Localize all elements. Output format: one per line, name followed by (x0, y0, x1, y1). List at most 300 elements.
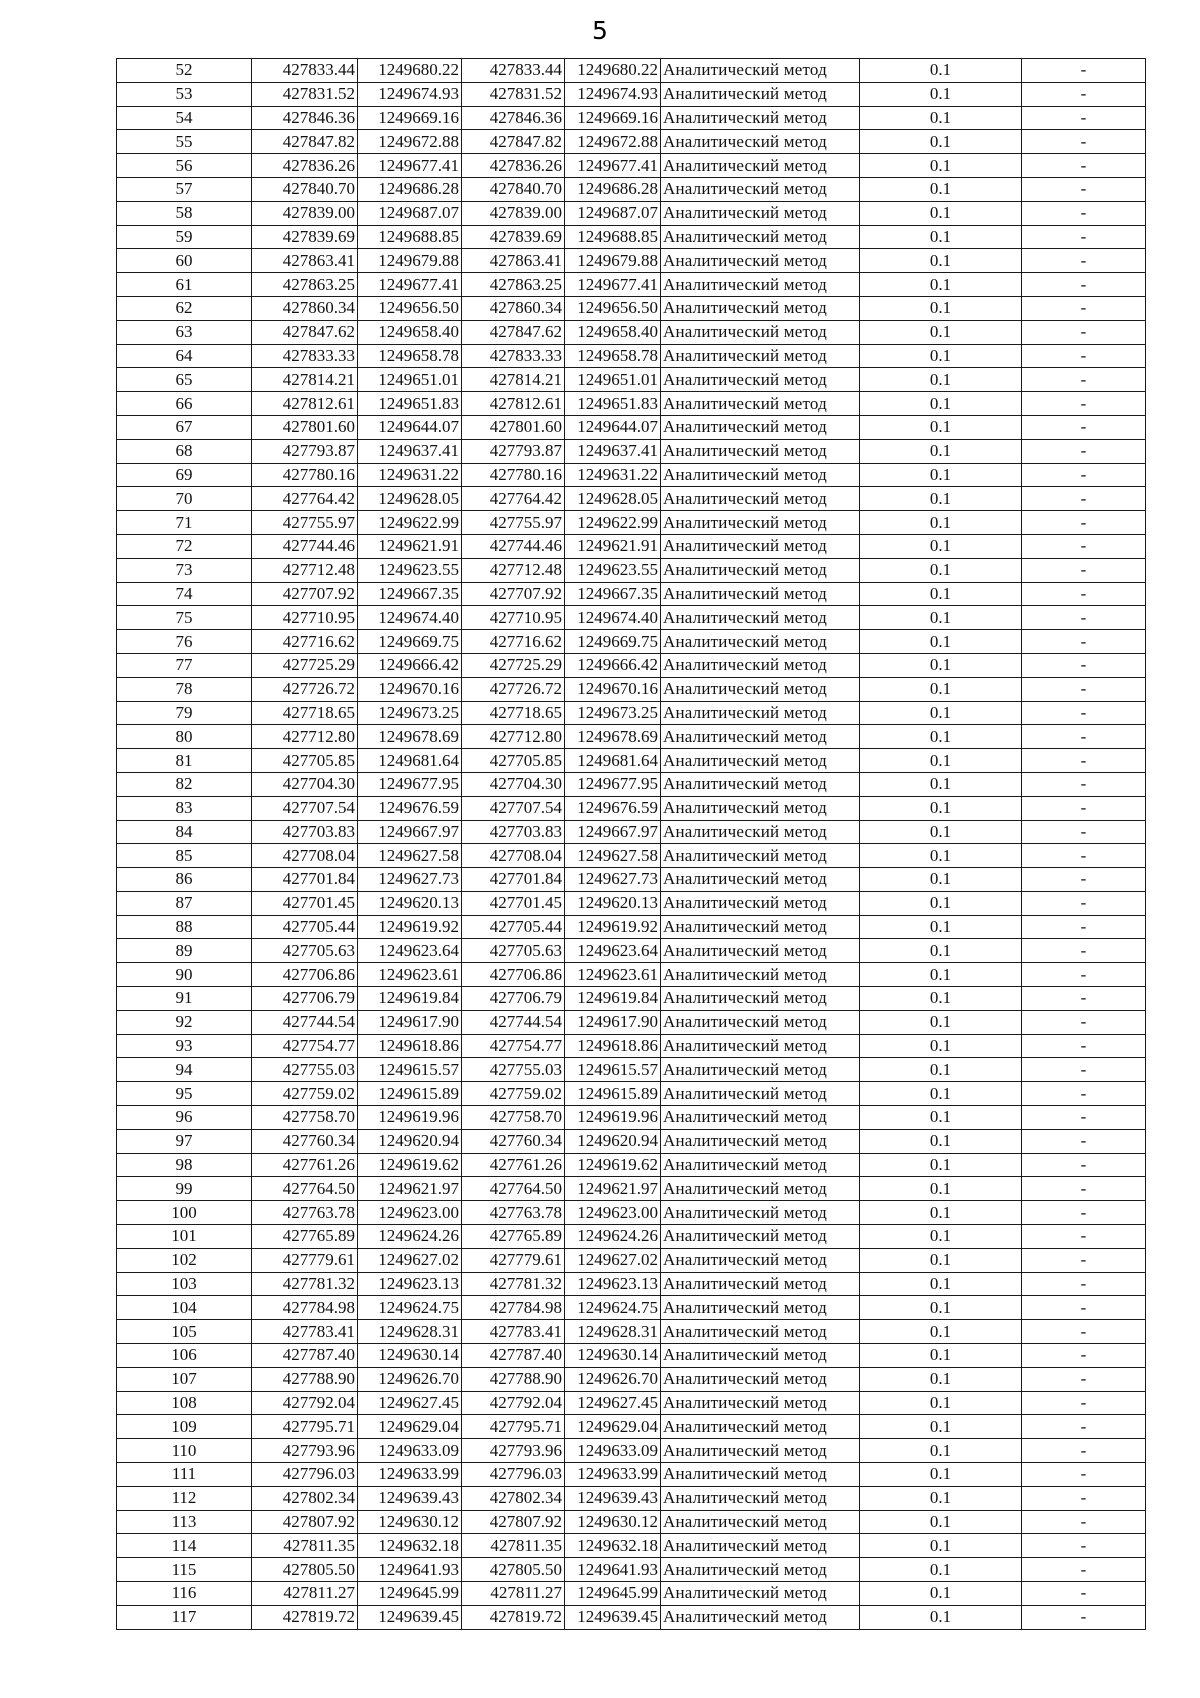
point-number-cell: 87 (117, 891, 252, 915)
table-row (117, 154, 1146, 178)
table-row (117, 296, 1146, 320)
method-cell: Аналитический метод (661, 130, 860, 154)
y-existing-cell: 1249630.12 (358, 1510, 462, 1534)
y-new-cell: 1249676.59 (565, 796, 661, 820)
point-number-cell: 116 (117, 1582, 252, 1606)
note-cell: - (1022, 1296, 1146, 1320)
method-cell: Аналитический метод (661, 249, 860, 273)
x-new-cell: 427811.35 (462, 1534, 565, 1558)
x-existing-cell: 427781.32 (252, 1272, 358, 1296)
point-number-cell: 53 (117, 82, 252, 106)
x-new-cell: 427781.32 (462, 1272, 565, 1296)
accuracy-cell: 0.1 (860, 915, 1022, 939)
y-new-cell: 1249631.22 (565, 463, 661, 487)
method-cell: Аналитический метод (661, 273, 860, 297)
y-existing-cell: 1249666.42 (358, 653, 462, 677)
x-existing-cell: 427755.03 (252, 1058, 358, 1082)
accuracy-cell: 0.1 (860, 320, 1022, 344)
y-new-cell: 1249627.45 (565, 1391, 661, 1415)
method-cell: Аналитический метод (661, 1439, 860, 1463)
x-existing-cell: 427783.41 (252, 1320, 358, 1344)
x-existing-cell: 427706.86 (252, 963, 358, 987)
table-row (117, 225, 1146, 249)
table-row (117, 558, 1146, 582)
table-row (117, 392, 1146, 416)
x-new-cell: 427847.82 (462, 130, 565, 154)
x-existing-cell: 427744.46 (252, 534, 358, 558)
y-new-cell: 1249686.28 (565, 177, 661, 201)
point-number-cell: 81 (117, 749, 252, 773)
note-cell: - (1022, 1106, 1146, 1130)
x-new-cell: 427710.95 (462, 606, 565, 630)
note-cell: - (1022, 1605, 1146, 1629)
y-new-cell: 1249669.16 (565, 106, 661, 130)
table-row (117, 606, 1146, 630)
x-new-cell: 427784.98 (462, 1296, 565, 1320)
y-new-cell: 1249617.90 (565, 1010, 661, 1034)
point-number-cell: 102 (117, 1248, 252, 1272)
point-number-cell: 59 (117, 225, 252, 249)
x-existing-cell: 427755.97 (252, 511, 358, 535)
table-row (117, 772, 1146, 796)
note-cell: - (1022, 344, 1146, 368)
x-new-cell: 427793.87 (462, 439, 565, 463)
y-new-cell: 1249629.04 (565, 1415, 661, 1439)
y-existing-cell: 1249677.41 (358, 154, 462, 178)
table-row (117, 1582, 1146, 1606)
x-existing-cell: 427703.83 (252, 820, 358, 844)
table-row (117, 130, 1146, 154)
y-new-cell: 1249623.13 (565, 1272, 661, 1296)
x-existing-cell: 427708.04 (252, 844, 358, 868)
note-cell: - (1022, 844, 1146, 868)
table-row (117, 82, 1146, 106)
y-existing-cell: 1249632.18 (358, 1534, 462, 1558)
y-existing-cell: 1249623.00 (358, 1201, 462, 1225)
x-existing-cell: 427758.70 (252, 1106, 358, 1130)
note-cell: - (1022, 439, 1146, 463)
x-existing-cell: 427765.89 (252, 1225, 358, 1249)
accuracy-cell: 0.1 (860, 653, 1022, 677)
x-new-cell: 427801.60 (462, 415, 565, 439)
table-row (117, 249, 1146, 273)
note-cell: - (1022, 820, 1146, 844)
method-cell: Аналитический метод (661, 1391, 860, 1415)
y-existing-cell: 1249637.41 (358, 439, 462, 463)
note-cell: - (1022, 249, 1146, 273)
x-existing-cell: 427811.27 (252, 1582, 358, 1606)
x-existing-cell: 427787.40 (252, 1344, 358, 1368)
y-new-cell: 1249667.35 (565, 582, 661, 606)
x-existing-cell: 427705.63 (252, 939, 358, 963)
x-existing-cell: 427839.00 (252, 201, 358, 225)
table-row (117, 439, 1146, 463)
table-row (117, 1486, 1146, 1510)
note-cell: - (1022, 225, 1146, 249)
page-number: 5 (592, 16, 608, 45)
accuracy-cell: 0.1 (860, 1225, 1022, 1249)
note-cell: - (1022, 320, 1146, 344)
x-existing-cell: 427761.26 (252, 1153, 358, 1177)
x-existing-cell: 427763.78 (252, 1201, 358, 1225)
method-cell: Аналитический метод (661, 106, 860, 130)
table-row (117, 582, 1146, 606)
table-row (117, 820, 1146, 844)
note-cell: - (1022, 1486, 1146, 1510)
y-new-cell: 1249677.95 (565, 772, 661, 796)
note-cell: - (1022, 368, 1146, 392)
x-new-cell: 427802.34 (462, 1486, 565, 1510)
table-row (117, 1605, 1146, 1629)
table-row (117, 725, 1146, 749)
x-new-cell: 427761.26 (462, 1153, 565, 1177)
note-cell: - (1022, 1201, 1146, 1225)
note-cell: - (1022, 1082, 1146, 1106)
x-existing-cell: 427705.44 (252, 915, 358, 939)
x-new-cell: 427712.48 (462, 558, 565, 582)
accuracy-cell: 0.1 (860, 1129, 1022, 1153)
accuracy-cell: 0.1 (860, 130, 1022, 154)
x-existing-cell: 427754.77 (252, 1034, 358, 1058)
y-new-cell: 1249623.64 (565, 939, 661, 963)
y-new-cell: 1249678.69 (565, 725, 661, 749)
y-existing-cell: 1249681.64 (358, 749, 462, 773)
point-number-cell: 98 (117, 1153, 252, 1177)
accuracy-cell: 0.1 (860, 249, 1022, 273)
x-existing-cell: 427793.96 (252, 1439, 358, 1463)
accuracy-cell: 0.1 (860, 82, 1022, 106)
point-number-cell: 114 (117, 1534, 252, 1558)
y-new-cell: 1249672.88 (565, 130, 661, 154)
method-cell: Аналитический метод (661, 320, 860, 344)
note-cell: - (1022, 1367, 1146, 1391)
accuracy-cell: 0.1 (860, 439, 1022, 463)
y-existing-cell: 1249688.85 (358, 225, 462, 249)
method-cell: Аналитический метод (661, 439, 860, 463)
x-new-cell: 427787.40 (462, 1344, 565, 1368)
point-number-cell: 113 (117, 1510, 252, 1534)
x-existing-cell: 427792.04 (252, 1391, 358, 1415)
accuracy-cell: 0.1 (860, 1058, 1022, 1082)
note-cell: - (1022, 1534, 1146, 1558)
x-new-cell: 427814.21 (462, 368, 565, 392)
accuracy-cell: 0.1 (860, 511, 1022, 535)
x-existing-cell: 427839.69 (252, 225, 358, 249)
method-cell: Аналитический метод (661, 820, 860, 844)
y-existing-cell: 1249630.14 (358, 1344, 462, 1368)
note-cell: - (1022, 201, 1146, 225)
x-existing-cell: 427812.61 (252, 392, 358, 416)
accuracy-cell: 0.1 (860, 868, 1022, 892)
table-row (117, 1177, 1146, 1201)
x-new-cell: 427718.65 (462, 701, 565, 725)
accuracy-cell: 0.1 (860, 891, 1022, 915)
x-new-cell: 427759.02 (462, 1082, 565, 1106)
accuracy-cell: 0.1 (860, 701, 1022, 725)
point-number-cell: 93 (117, 1034, 252, 1058)
table-row (117, 1344, 1146, 1368)
point-number-cell: 79 (117, 701, 252, 725)
x-new-cell: 427754.77 (462, 1034, 565, 1058)
point-number-cell: 84 (117, 820, 252, 844)
table-row (117, 1058, 1146, 1082)
table-row (117, 1296, 1146, 1320)
note-cell: - (1022, 1391, 1146, 1415)
point-number-cell: 99 (117, 1177, 252, 1201)
note-cell: - (1022, 796, 1146, 820)
point-number-cell: 74 (117, 582, 252, 606)
accuracy-cell: 0.1 (860, 392, 1022, 416)
accuracy-cell: 0.1 (860, 1082, 1022, 1106)
y-new-cell: 1249623.55 (565, 558, 661, 582)
point-number-cell: 115 (117, 1558, 252, 1582)
x-existing-cell: 427726.72 (252, 677, 358, 701)
accuracy-cell: 0.1 (860, 1272, 1022, 1296)
point-number-cell: 111 (117, 1463, 252, 1487)
accuracy-cell: 0.1 (860, 1534, 1022, 1558)
y-new-cell: 1249658.40 (565, 320, 661, 344)
point-number-cell: 103 (117, 1272, 252, 1296)
x-new-cell: 427764.50 (462, 1177, 565, 1201)
y-new-cell: 1249674.40 (565, 606, 661, 630)
method-cell: Аналитический метод (661, 772, 860, 796)
coordinates-table-body (117, 59, 1146, 1630)
point-number-cell: 58 (117, 201, 252, 225)
point-number-cell: 71 (117, 511, 252, 535)
y-existing-cell: 1249627.58 (358, 844, 462, 868)
accuracy-cell: 0.1 (860, 1605, 1022, 1629)
y-new-cell: 1249680.22 (565, 59, 661, 83)
point-number-cell: 77 (117, 653, 252, 677)
y-existing-cell: 1249639.45 (358, 1605, 462, 1629)
table-row (117, 1439, 1146, 1463)
note-cell: - (1022, 415, 1146, 439)
accuracy-cell: 0.1 (860, 154, 1022, 178)
point-number-cell: 95 (117, 1082, 252, 1106)
note-cell: - (1022, 915, 1146, 939)
x-new-cell: 427701.84 (462, 868, 565, 892)
point-number-cell: 108 (117, 1391, 252, 1415)
note-cell: - (1022, 701, 1146, 725)
method-cell: Аналитический метод (661, 558, 860, 582)
accuracy-cell: 0.1 (860, 844, 1022, 868)
method-cell: Аналитический метод (661, 725, 860, 749)
x-new-cell: 427831.52 (462, 82, 565, 106)
method-cell: Аналитический метод (661, 868, 860, 892)
x-new-cell: 427765.89 (462, 1225, 565, 1249)
method-cell: Аналитический метод (661, 749, 860, 773)
x-existing-cell: 427831.52 (252, 82, 358, 106)
y-existing-cell: 1249641.93 (358, 1558, 462, 1582)
y-new-cell: 1249623.00 (565, 1201, 661, 1225)
note-cell: - (1022, 939, 1146, 963)
y-new-cell: 1249627.73 (565, 868, 661, 892)
method-cell: Аналитический метод (661, 177, 860, 201)
accuracy-cell: 0.1 (860, 749, 1022, 773)
accuracy-cell: 0.1 (860, 463, 1022, 487)
x-existing-cell: 427718.65 (252, 701, 358, 725)
x-existing-cell: 427760.34 (252, 1129, 358, 1153)
accuracy-cell: 0.1 (860, 1177, 1022, 1201)
note-cell: - (1022, 1272, 1146, 1296)
method-cell: Аналитический метод (661, 1320, 860, 1344)
point-number-cell: 56 (117, 154, 252, 178)
accuracy-cell: 0.1 (860, 820, 1022, 844)
point-number-cell: 112 (117, 1486, 252, 1510)
point-number-cell: 82 (117, 772, 252, 796)
y-new-cell: 1249615.57 (565, 1058, 661, 1082)
method-cell: Аналитический метод (661, 1058, 860, 1082)
table-row (117, 1463, 1146, 1487)
table-row (117, 487, 1146, 511)
x-new-cell: 427788.90 (462, 1367, 565, 1391)
point-number-cell: 94 (117, 1058, 252, 1082)
accuracy-cell: 0.1 (860, 1296, 1022, 1320)
y-new-cell: 1249627.02 (565, 1248, 661, 1272)
point-number-cell: 92 (117, 1010, 252, 1034)
y-existing-cell: 1249672.88 (358, 130, 462, 154)
y-new-cell: 1249619.96 (565, 1106, 661, 1130)
table-row (117, 344, 1146, 368)
note-cell: - (1022, 154, 1146, 178)
table-row (117, 844, 1146, 868)
y-existing-cell: 1249624.26 (358, 1225, 462, 1249)
y-new-cell: 1249637.41 (565, 439, 661, 463)
x-new-cell: 427744.54 (462, 1010, 565, 1034)
table-row (117, 1510, 1146, 1534)
x-existing-cell: 427793.87 (252, 439, 358, 463)
x-new-cell: 427755.97 (462, 511, 565, 535)
y-new-cell: 1249622.99 (565, 511, 661, 535)
point-number-cell: 63 (117, 320, 252, 344)
y-existing-cell: 1249622.99 (358, 511, 462, 535)
y-new-cell: 1249681.64 (565, 749, 661, 773)
x-existing-cell: 427759.02 (252, 1082, 358, 1106)
note-cell: - (1022, 963, 1146, 987)
method-cell: Аналитический метод (661, 1296, 860, 1320)
note-cell: - (1022, 1177, 1146, 1201)
y-new-cell: 1249620.94 (565, 1129, 661, 1153)
y-existing-cell: 1249623.61 (358, 963, 462, 987)
y-existing-cell: 1249645.99 (358, 1582, 462, 1606)
x-new-cell: 427783.41 (462, 1320, 565, 1344)
point-number-cell: 64 (117, 344, 252, 368)
x-new-cell: 427707.92 (462, 582, 565, 606)
table-row (117, 1367, 1146, 1391)
y-new-cell: 1249630.14 (565, 1344, 661, 1368)
y-new-cell: 1249624.75 (565, 1296, 661, 1320)
table-row (117, 59, 1146, 83)
table-row (117, 177, 1146, 201)
note-cell: - (1022, 534, 1146, 558)
y-existing-cell: 1249651.83 (358, 392, 462, 416)
y-new-cell: 1249633.09 (565, 1439, 661, 1463)
y-new-cell: 1249669.75 (565, 630, 661, 654)
accuracy-cell: 0.1 (860, 1153, 1022, 1177)
accuracy-cell: 0.1 (860, 725, 1022, 749)
x-existing-cell: 427802.34 (252, 1486, 358, 1510)
x-new-cell: 427840.70 (462, 177, 565, 201)
y-existing-cell: 1249629.04 (358, 1415, 462, 1439)
y-existing-cell: 1249633.09 (358, 1439, 462, 1463)
point-number-cell: 66 (117, 392, 252, 416)
x-new-cell: 427705.44 (462, 915, 565, 939)
accuracy-cell: 0.1 (860, 296, 1022, 320)
y-new-cell: 1249619.62 (565, 1153, 661, 1177)
point-number-cell: 89 (117, 939, 252, 963)
table-row (117, 796, 1146, 820)
method-cell: Аналитический метод (661, 1153, 860, 1177)
point-number-cell: 100 (117, 1201, 252, 1225)
point-number-cell: 117 (117, 1605, 252, 1629)
method-cell: Аналитический метод (661, 1463, 860, 1487)
note-cell: - (1022, 511, 1146, 535)
note-cell: - (1022, 1010, 1146, 1034)
point-number-cell: 55 (117, 130, 252, 154)
x-existing-cell: 427807.92 (252, 1510, 358, 1534)
method-cell: Аналитический метод (661, 844, 860, 868)
y-new-cell: 1249641.93 (565, 1558, 661, 1582)
point-number-cell: 70 (117, 487, 252, 511)
y-existing-cell: 1249658.78 (358, 344, 462, 368)
method-cell: Аналитический метод (661, 1010, 860, 1034)
y-existing-cell: 1249615.57 (358, 1058, 462, 1082)
table-row (117, 201, 1146, 225)
y-existing-cell: 1249620.94 (358, 1129, 462, 1153)
note-cell: - (1022, 1248, 1146, 1272)
y-new-cell: 1249667.97 (565, 820, 661, 844)
x-existing-cell: 427863.25 (252, 273, 358, 297)
table-row (117, 1106, 1146, 1130)
note-cell: - (1022, 582, 1146, 606)
accuracy-cell: 0.1 (860, 1463, 1022, 1487)
method-cell: Аналитический метод (661, 963, 860, 987)
table-row (117, 1415, 1146, 1439)
method-cell: Аналитический метод (661, 677, 860, 701)
accuracy-cell: 0.1 (860, 1510, 1022, 1534)
point-number-cell: 61 (117, 273, 252, 297)
table-row (117, 1129, 1146, 1153)
x-existing-cell: 427833.33 (252, 344, 358, 368)
method-cell: Аналитический метод (661, 939, 860, 963)
x-existing-cell: 427725.29 (252, 653, 358, 677)
y-existing-cell: 1249619.84 (358, 987, 462, 1011)
y-new-cell: 1249666.42 (565, 653, 661, 677)
method-cell: Аналитический метод (661, 82, 860, 106)
x-new-cell: 427760.34 (462, 1129, 565, 1153)
y-existing-cell: 1249627.73 (358, 868, 462, 892)
method-cell: Аналитический метод (661, 1225, 860, 1249)
table-row (117, 653, 1146, 677)
y-new-cell: 1249644.07 (565, 415, 661, 439)
y-existing-cell: 1249670.16 (358, 677, 462, 701)
x-existing-cell: 427712.80 (252, 725, 358, 749)
note-cell: - (1022, 1034, 1146, 1058)
accuracy-cell: 0.1 (860, 772, 1022, 796)
point-number-cell: 91 (117, 987, 252, 1011)
x-existing-cell: 427712.48 (252, 558, 358, 582)
x-new-cell: 427707.54 (462, 796, 565, 820)
accuracy-cell: 0.1 (860, 606, 1022, 630)
method-cell: Аналитический метод (661, 796, 860, 820)
x-new-cell: 427726.72 (462, 677, 565, 701)
accuracy-cell: 0.1 (860, 1201, 1022, 1225)
method-cell: Аналитический метод (661, 1582, 860, 1606)
method-cell: Аналитический метод (661, 1106, 860, 1130)
x-new-cell: 427780.16 (462, 463, 565, 487)
y-existing-cell: 1249628.31 (358, 1320, 462, 1344)
y-existing-cell: 1249631.22 (358, 463, 462, 487)
